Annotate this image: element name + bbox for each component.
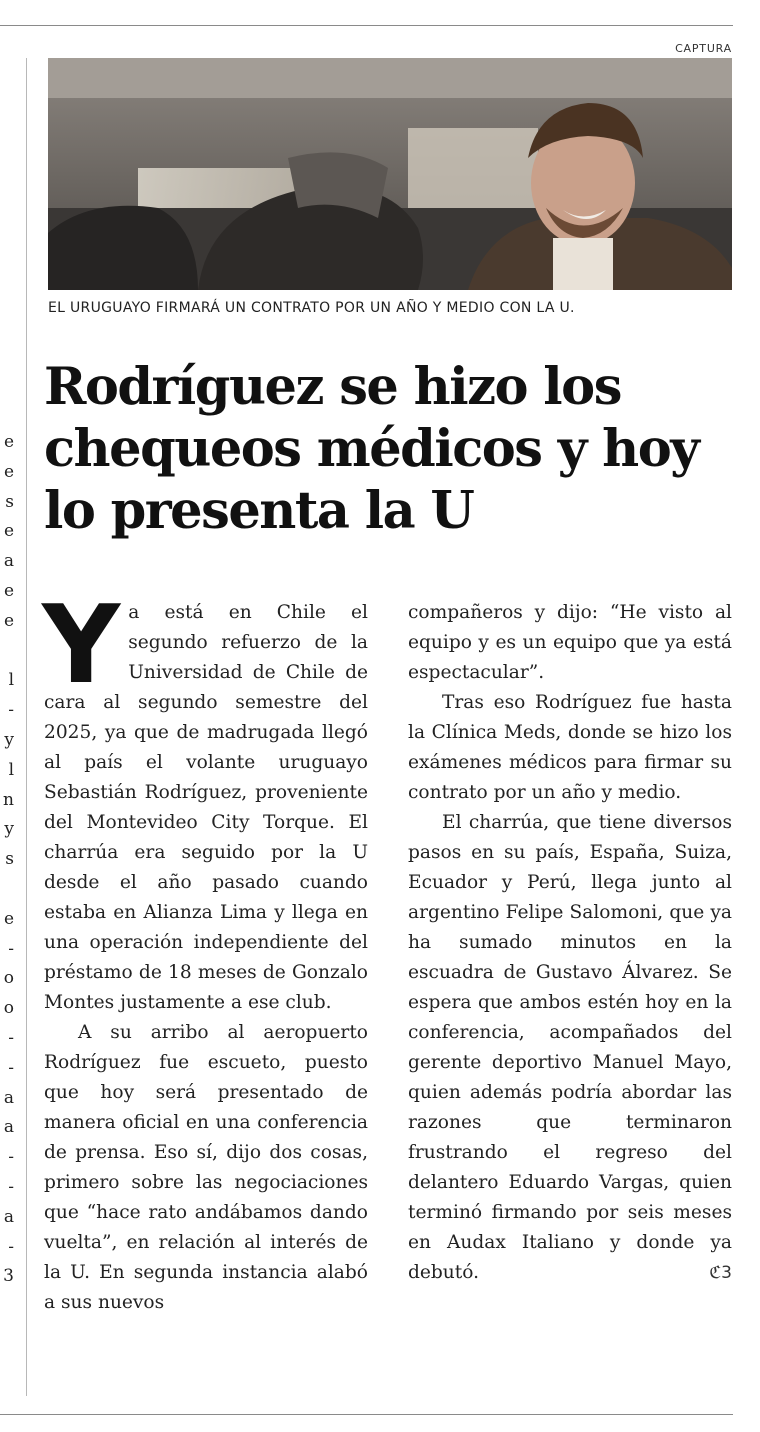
fragment-line: - [8,700,14,721]
end-of-article-mark: ℭ3 [709,1263,732,1283]
paragraph-2-continued: compañeros y dijo: “He visto al equipo y es un equipo que ya está espectacular”. [408,602,732,683]
fragment-line: n [3,789,14,810]
fragment-line: y [4,729,14,750]
fragment-line: - [8,938,14,959]
article-column-1 [42,583,368,1318]
photo-caption: EL URUGUAYO FIRMARÁ UN CONTRATO POR UN AÑO Y MEDIO CON LA U. [48,300,575,316]
fragment-line: - [8,1057,14,1078]
paragraph-3: Tras eso Rodríguez fue hasta la Clínica Meds, donde se hizo los exámenes médicos para firmar su contrato por un año y medio. [408,692,732,803]
fragment-line: l [8,759,14,780]
fragment-line: o [3,968,14,989]
fragment-line [0,875,14,905]
fragment-line: - [8,1027,14,1048]
headline: Rodríguez se hizo los chequeos médicos y hoy lo presenta la U [44,357,699,541]
fragment-line: e [3,610,14,631]
paragraph-1-text: a está en Chile el segundo refuerzo de la Universidad de Chile de cara al segundo semestre del 2025, ya que de madrugada llegó al país el volante uruguayo Sebastián Rodríguez, proveniente del Montevideo City Torque. El charrúa era seguido por la U desde el año pasado cuando estaba en Alianza Lima y llega en una operación independiente del préstamo de 18 meses de Gonzalo Montes justamente a ese club. [44,602,368,1013]
fragment-line: a [3,1117,14,1138]
paragraph-4 [408,808,732,1288]
fragment-line: o [3,998,14,1019]
fragment-line: y [4,819,14,840]
paragraph-4-text: El charrúa, que tiene diversos pasos en su país, España, Suiza, Ecuador y Perú, llega junto al argentino Felipe Salomoni, que ya ha sumado minutos en la escuadra de Gustavo Álvarez. Se espera que ambos estén hoy en la conferencia, acompañados del gerente deportivo Manuel Mayo, quien además podría abordar las razones que terminaron frustrando el regreso del delantero Eduardo Vargas, quien terminó firmando por seis meses en Audax Italiano y donde ya debutó. [408,812,732,1283]
bottom-rule [0,1414,733,1415]
fragment-line: a [3,1206,14,1227]
top-rule [0,25,733,26]
article-column-2 [408,598,732,1288]
fragment-line: e [3,521,14,542]
fragment-line: e [3,908,14,929]
article-photo [48,58,732,290]
fragment-line: e [3,432,14,452]
fragment-line: e [3,461,14,482]
fragment-line: s [5,849,14,870]
fragment-line: - [8,1176,14,1197]
photo-credit: CAPTURA [675,42,732,55]
column-divider [26,58,27,1396]
fragment-line [0,637,14,667]
paragraph-1 [42,583,368,1018]
paragraph-2: A su arribo al aeropuerto Rodríguez fue escueto, puesto que hoy será presentado de manera oficial en una conferencia de prensa. Eso sí, dijo dos cosas, primero sobre las negociaciones que “hace rato andábamos dando vuelta”, en relación al interés de la U. En segunda instancia alabó a sus nuevos [44,1022,368,1313]
fragment-line: - [8,1147,14,1168]
fragment-line: s [5,491,14,512]
fragment-line: - [8,1236,14,1257]
fragment-line: a [3,551,14,572]
fragment-line: e [3,580,14,601]
drop-cap: Y [42,583,121,708]
fragment-line: l [8,670,14,691]
fragment-line: 3 [3,1266,14,1287]
adjacent-column-fragments [0,428,14,1292]
fragment-line: a [3,1087,14,1108]
